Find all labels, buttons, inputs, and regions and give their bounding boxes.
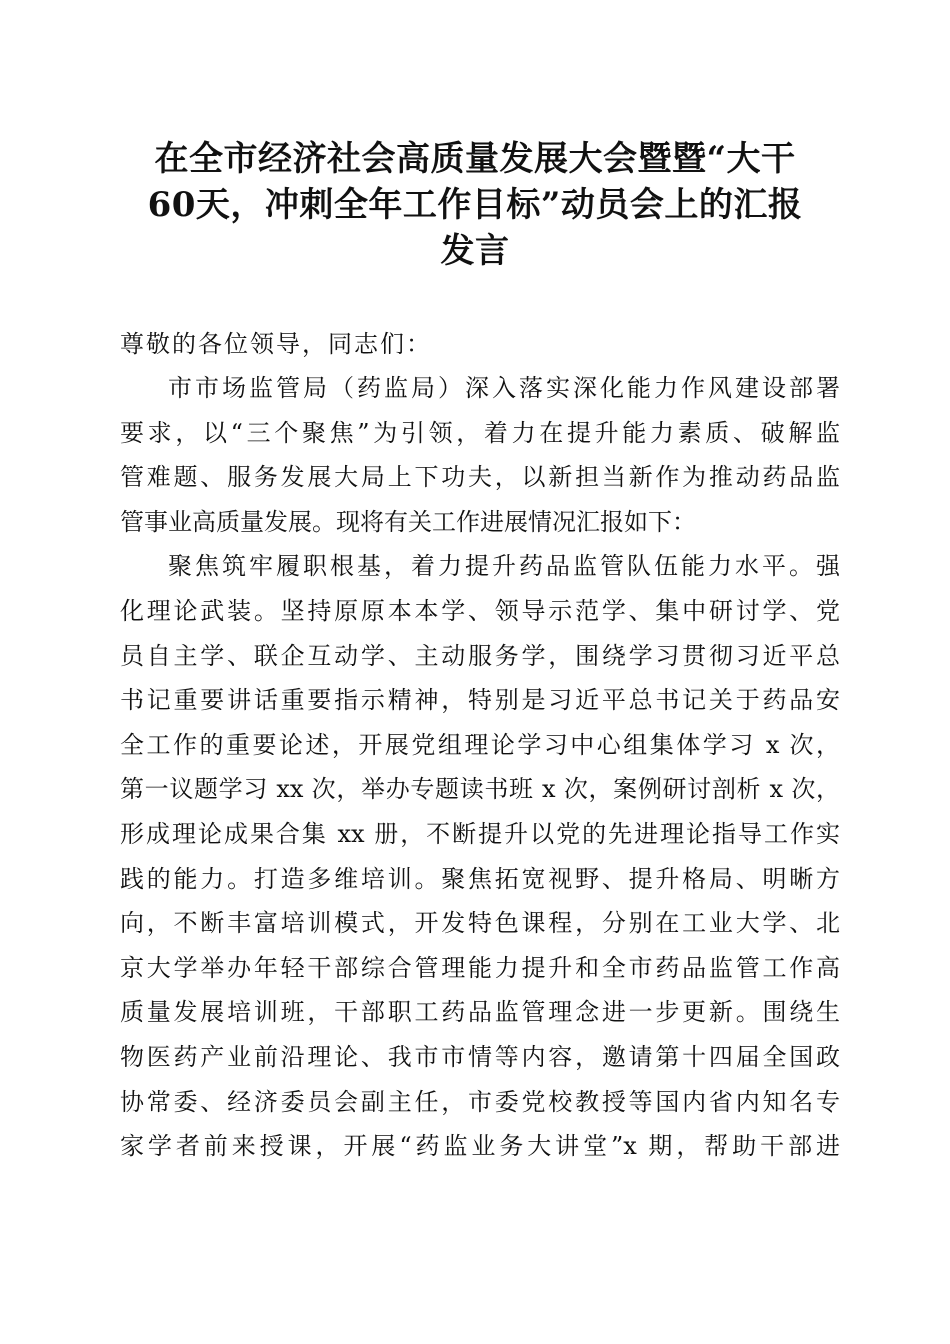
text-line: 管难题、服务发展大局上下功夫，以新担当新作为推动药品监 (120, 463, 840, 492)
paragraph-intro (120, 366, 840, 544)
text-line: 质量发展培训班，干部职工药品监管理念进一步更新。围绕生 (120, 998, 840, 1027)
text-line: 要求，以“三个聚焦”为引领，着力在提升能力素质、破解监 (120, 418, 840, 447)
text-line: 员自主学、联企互动学、主动服务学，围绕学习贯彻习近平总 (120, 641, 840, 670)
text-line: 家学者前来授课，开展“药监业务大讲堂”x 期，帮助干部进 (120, 1132, 840, 1161)
text-line: 向，不断丰富培训模式，开发特色课程，分别在工业大学、北 (120, 909, 840, 938)
text-line: 形成理论成果合集 xx 册，不断提升以党的先进理论指导工作实 (120, 819, 840, 848)
text-line: 京大学举办年轻干部综合管理能力提升和全市药品监管工作高 (120, 953, 840, 982)
text-line: 物医药产业前沿理论、我市市情等内容，邀请第十四届全国政 (120, 1042, 840, 1071)
text-line: 管事业高质量发展。现将有关工作进展情况汇报如下： (120, 507, 696, 536)
title-line: 60天，冲刺全年工作目标”动员会上的汇报 (147, 185, 803, 225)
document-title (110, 136, 840, 274)
text-line: 践的能力。打造多维培训。聚焦拓宽视野、提升格局、明晰方 (120, 864, 840, 893)
text-line: 化理论武装。坚持原原本本学、领导示范学、集中研讨学、党 (120, 596, 840, 625)
text-line: 市市场监管局（药监局）深入落实深化能力作风建设部署 (168, 374, 840, 402)
title-line: 在全市经济社会高质量发展大会暨暨“大干 (154, 139, 796, 179)
title-line: 发言 (440, 231, 510, 271)
text-line: 协常委、经济委员会副主任，市委党校教授等国内省内知名专 (120, 1087, 840, 1116)
document-body (120, 366, 840, 1169)
text-line: 第一议题学习 xx 次，举办专题读书班 x 次，案例研讨剖析 x 次， (120, 775, 840, 804)
salutation: 尊敬的各位领导，同志们： (120, 330, 432, 358)
text-line: 书记重要讲话重要指示精神，特别是习近平总书记关于药品安 (120, 686, 840, 715)
paragraph-capacity-building (120, 544, 840, 1168)
text-line: 全工作的重要论述，开展党组理论学习中心组集体学习 x 次， (120, 730, 840, 759)
text-line: 聚焦筑牢履职根基，着力提升药品监管队伍能力水平。强 (168, 552, 840, 581)
